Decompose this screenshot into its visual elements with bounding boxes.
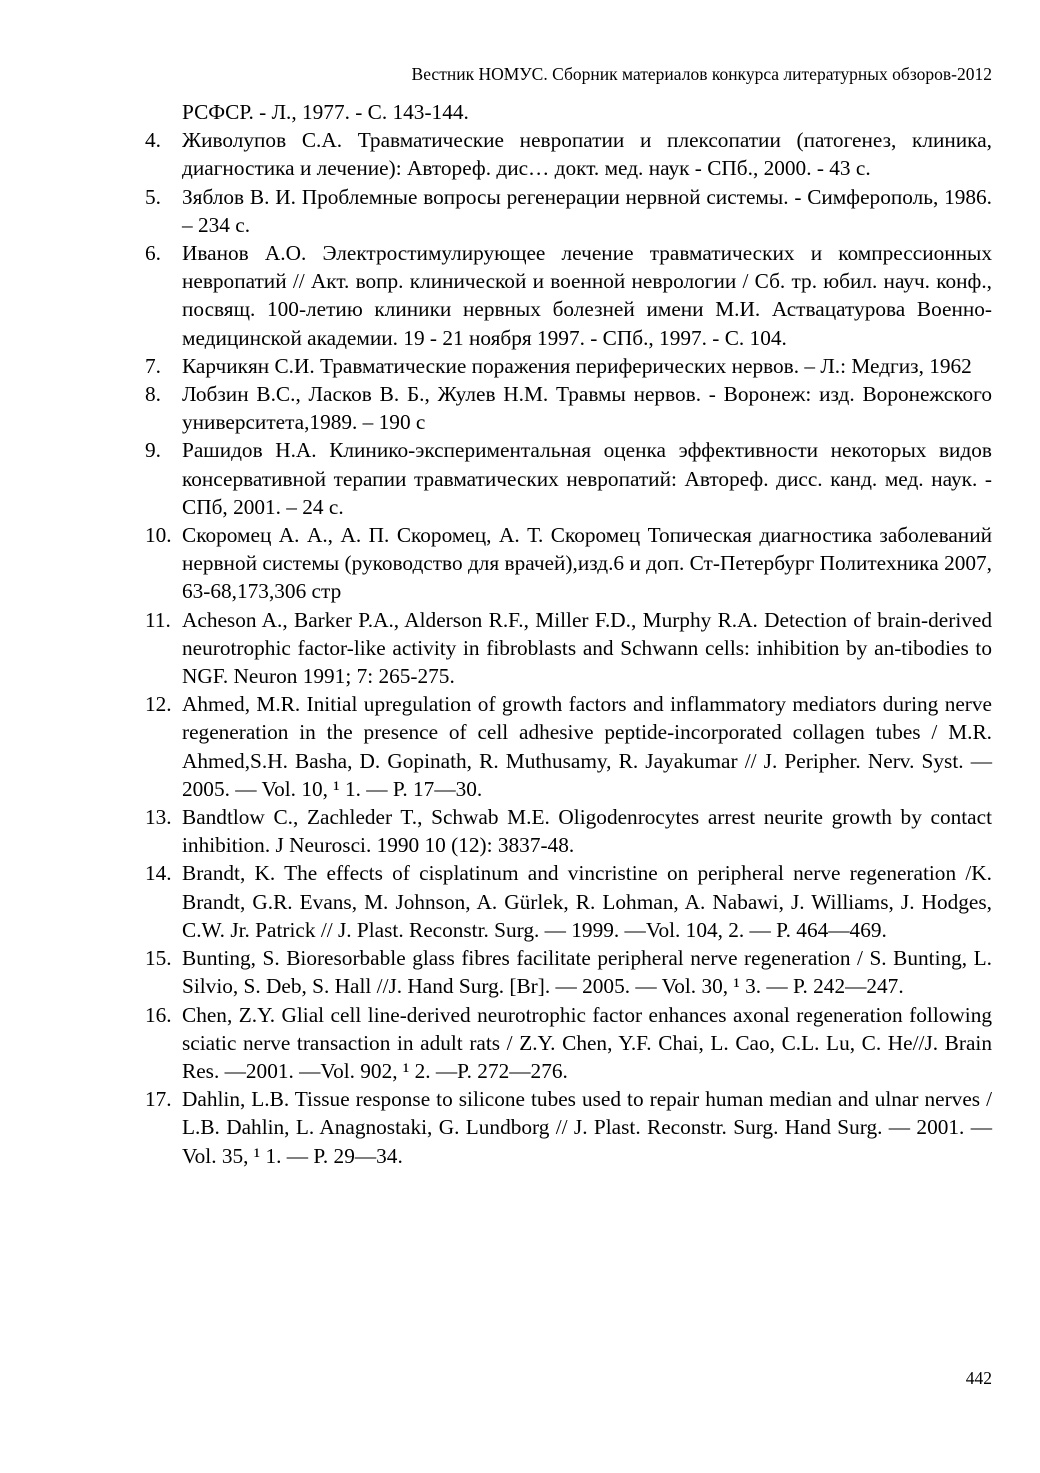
reference-item <box>145 859 992 944</box>
reference-text: Bandtlow C., Zachleder T., Schwab M.E. Oligodenrocytes arrest neurite growth by contact inhibition. J Neurosci. 1990 10 (12): 3837-48. <box>182 805 992 858</box>
reference-number: 4. <box>145 128 161 153</box>
reference-text: Ahmed, M.R. Initial upregulation of growth factors and inflammatory mediators during nerve regeneration in the presence of cell adhesive peptide-incorporated collagen tubes / M.R. Ahmed,S.H. Basha, D. Gopinath, R. Muthusamy, R. Jayakumar // J. Peripher. Nerv. Syst. — 2005. — Vol. 10, ¹ 1. — P. 17—30. <box>182 692 992 801</box>
reference-number: 8. <box>145 382 161 407</box>
reference-list <box>145 98 992 1170</box>
reference-text: Рашидов Н.А. Клинико-экспериментальная оценка эффективности некоторых видов консервативной терапии травматических невропатий: Автореф. дисс. канд. мед. наук. - СПб, 2001. – 24 с. <box>182 438 992 519</box>
reference-number: 9. <box>145 438 161 463</box>
reference-text: Скоромец А. А., А. П. Скоромец, А. Т. Скоромец Топическая диагностика заболеваний нервной системы (руководство для врачей),изд.6 и доп. Ст-Петербург Политехника 2007, 63-68,173,306 стр <box>182 523 992 604</box>
reference-text: Живолупов С.А. Травматические невропатии и плексопатии (патогенез, клиника, диагностика и лечение): Автореф. дис… докт. мед. наук - СПб., 2000. - 43 с. <box>182 128 992 181</box>
reference-item <box>145 126 992 182</box>
reference-text: Bunting, S. Bioresorbable glass fibres facilitate peripheral nerve regeneration / S. Bunting, L. Silvio, S. Deb, S. Hall //J. Hand Surg. [Br]. — 2005. — Vol. 30, ¹ 3. — P. 242—247. <box>182 946 992 999</box>
reference-item <box>145 521 992 606</box>
reference-number: 14. <box>145 861 172 886</box>
reference-item <box>145 352 992 380</box>
reference-item <box>145 1001 992 1086</box>
reference-number: 7. <box>145 353 161 378</box>
reference-text: Зяблов В. И. Проблемные вопросы регенерации нервной системы. - Симферополь, 1986. – 234 с. <box>182 184 992 237</box>
reference-number: 17. <box>145 1087 172 1112</box>
running-header: Вестник НОМУС. Сборник материалов конкурса литературных обзоров-2012 <box>411 64 992 84</box>
reference-item <box>145 944 992 1000</box>
reference-item <box>145 436 992 521</box>
reference-number: 5. <box>145 184 161 209</box>
reference-item <box>145 690 992 803</box>
reference-text: Карчикян С.И. Травматические поражения периферических нервов. – Л.: Медгиз, 1962 <box>182 353 972 378</box>
reference-item <box>145 606 992 691</box>
reference-number: 16. <box>145 1002 172 1027</box>
reference-text: Brandt, K. The effects of cisplatinum and vincristine on peripheral nerve regeneration /K. Brandt, G.R. Evans, M. Johnson, A. Gürlek, R. Lohman, A. Nabawi, J. Williams, J. Hodges, C.W. Jr. Patrick // J. Plast. Reconstr. Surg. — 1999. —Vol. 104, 2. — P. 464—469. <box>182 861 992 942</box>
reference-number: 6. <box>145 241 161 266</box>
reference-text: Dahlin, L.B. Tissue response to silicone tubes used to repair human median and ulnar nerves / L.B. Dahlin, L. Anagnostaki, G. Lundborg // J. Plast. Reconstr. Surg. Hand Surg. — 2001. —Vol. 35, ¹ 1. — P. 29—34. <box>182 1087 992 1168</box>
reference-number: 12. <box>145 692 172 717</box>
reference-continuation <box>145 98 992 126</box>
reference-item <box>145 803 992 859</box>
reference-number: 11. <box>145 607 171 632</box>
reference-number: 15. <box>145 946 172 971</box>
reference-text: Chen, Z.Y. Glial cell line-derived neurotrophic factor enhances axonal regeneration following sciatic nerve transaction in adult rats / Z.Y. Chen, Y.F. Chai, L. Cao, C.L. Lu, C. He//J. Brain Res. —2001. —Vol. 902, ¹ 2. —P. 272—276. <box>182 1002 992 1083</box>
page-number: 442 <box>965 1368 992 1388</box>
reference-number: 10. <box>145 523 172 548</box>
reference-item <box>145 380 992 436</box>
reference-text: Лобзин В.С., Ласков В. Б., Жулев Н.М. Травмы нервов. - Воронеж: изд. Воронежского университета,1989. – 190 с <box>182 382 992 435</box>
reference-number: 13. <box>145 805 172 830</box>
reference-text: Иванов А.О. Электростимулирующее лечение травматических и компрессионных невропатий // Акт. вопр. клинической и военной неврологии / Сб. тр. юбил. науч. конф., посвящ. 100-летию клиники нервных болезней имени М.И. Аствацатурова Военно-медицинской академии. 19 - 21 ноября 1997. - СПб., 1997. - С. 104. <box>182 241 992 350</box>
reference-text: Acheson A., Barker P.A., Alderson R.F., Miller F.D., Murphy R.A. Detection of brain-derived neurotrophic factor-like activity in fibroblasts and Schwann cells: inhibition by an-tibodies to NGF. Neuron 1991; 7: 265-275. <box>182 607 992 689</box>
reference-text: РСФСР. - Л., 1977. - С. 143-144. <box>182 100 469 124</box>
reference-item <box>145 239 992 352</box>
reference-item <box>145 183 992 239</box>
reference-item <box>145 1085 992 1170</box>
